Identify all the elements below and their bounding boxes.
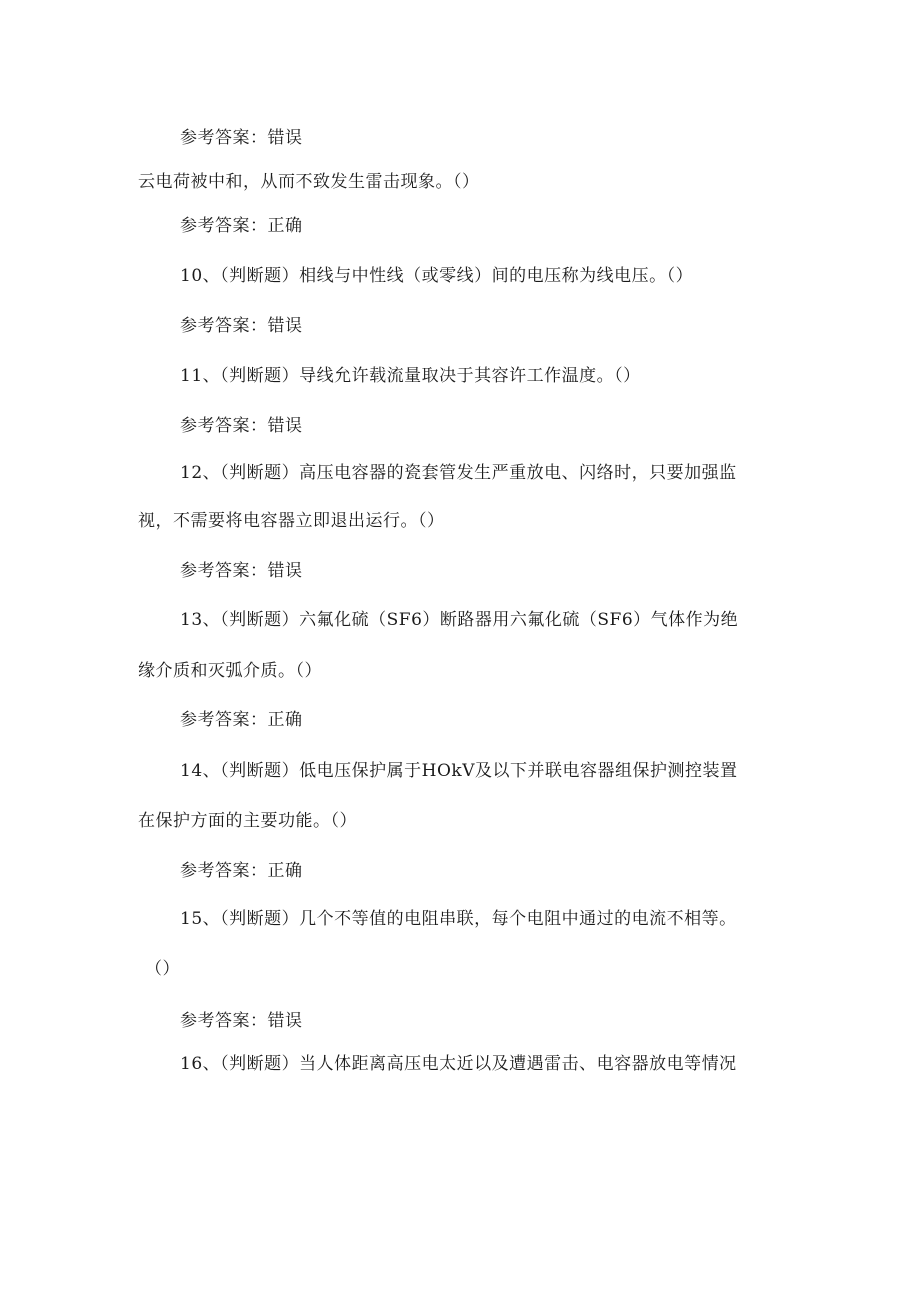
question-continuation: 在保护方面的主要功能。（） (138, 811, 357, 831)
question-continuation: 缘介质和灭弧介质。（） (138, 661, 322, 681)
answer-line: 参考答案：错误 (180, 1011, 303, 1031)
answer-line: 参考答案：错误 (180, 128, 303, 148)
answer-line: 参考答案：正确 (180, 861, 303, 881)
question-16: 16、（判断题）当人体距离高压电太近以及遭遇雷击、电容器放电等情况 (180, 1054, 737, 1074)
question-11: 11、（判断题）导线允许载流量取决于其容许工作温度。（） (180, 366, 641, 386)
question-continuation: 视，不需要将电容器立即退出运行。（） (138, 511, 445, 531)
answer-line: 参考答案：正确 (180, 216, 303, 236)
question-10: 10、（判断题）相线与中性线（或零线）间的电压称为线电压。（） (180, 266, 694, 286)
question-12: 12、（判断题）高压电容器的瓷套管发生严重放电、闪络时，只要加强监 (180, 463, 737, 483)
answer-line: 参考答案：错误 (180, 561, 303, 581)
answer-line: 参考答案：错误 (180, 316, 303, 336)
question-14: 14、（判断题）低电压保护属于HOkV及以下并联电容器组保护测控装置 (180, 761, 738, 781)
question-continuation: （） (145, 959, 180, 979)
question-15: 15、（判断题）几个不等值的电阻串联，每个电阻中通过的电流不相等。 (180, 909, 737, 929)
question-13: 13、（判断题）六氟化硫（SF6）断路器用六氟化硫（SF6）气体作为绝 (180, 610, 739, 630)
question-continuation: 云电荷被中和，从而不致发生雷击现象。（） (138, 172, 480, 192)
answer-line: 参考答案：错误 (180, 416, 303, 436)
answer-line: 参考答案：正确 (180, 710, 303, 730)
